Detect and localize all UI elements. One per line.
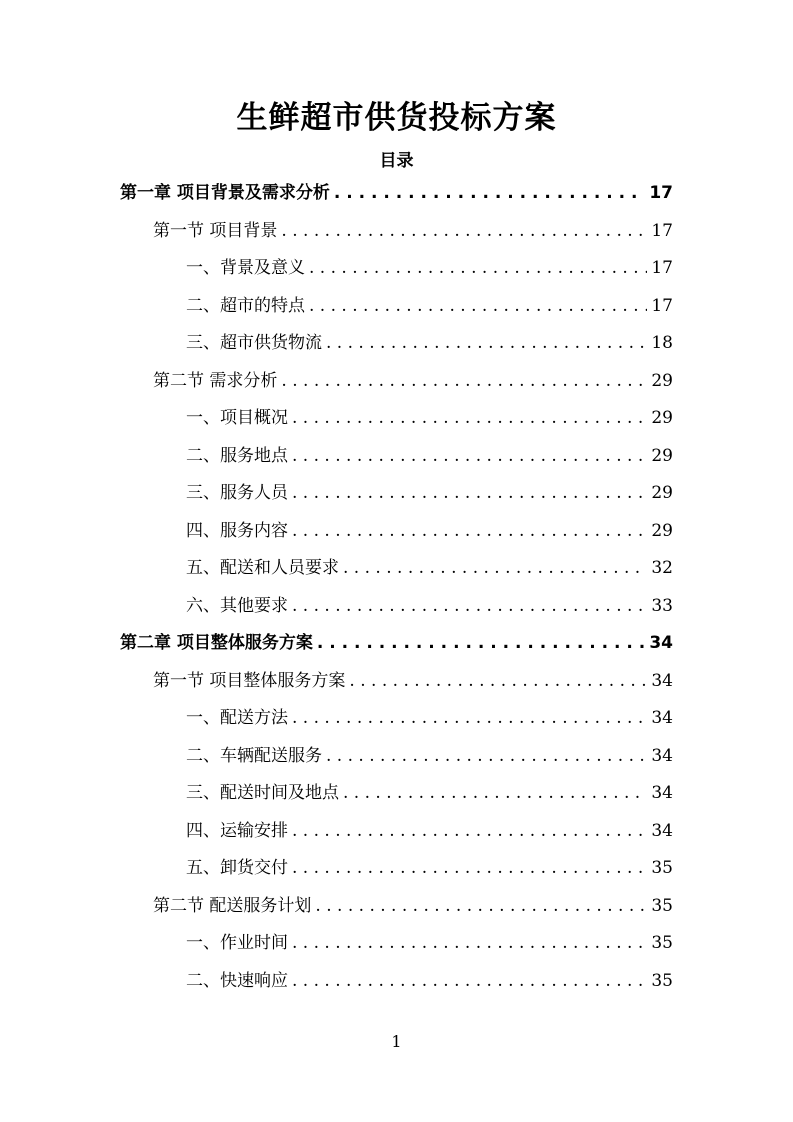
document-title: 生鲜超市供货投标方案: [236, 100, 557, 136]
toc-entry-label: 二、车辆配送服务: [186, 745, 322, 766]
toc-entry-page: 35: [651, 895, 673, 916]
toc-entry-label: 第一节 项目整体服务方案: [153, 670, 346, 691]
toc-entry-label: 二、超市的特点: [186, 295, 305, 316]
toc-dot-leader: [309, 250, 647, 287]
toc-dot-leader: [281, 363, 647, 400]
toc-entry-label: 一、作业时间: [186, 933, 288, 953]
toc-entry-page: 29: [651, 408, 673, 428]
toc-dot-leader: [326, 325, 647, 362]
toc-dot-leader: [292, 850, 647, 887]
toc-entry-label: 一、配送方法: [186, 708, 288, 728]
toc-entry-label: 三、超市供货物流: [186, 333, 322, 353]
toc-entry-subsection[interactable]: [186, 850, 673, 887]
toc-entry-label: 五、配送和人员要求: [186, 558, 339, 578]
toc-entry-page: 35: [651, 933, 673, 953]
toc-entry-subsection[interactable]: [186, 588, 673, 625]
toc-entry-label: 一、背景及意义: [186, 258, 305, 278]
toc-entry-page: 34: [649, 633, 673, 653]
toc-entry-page: 34: [651, 745, 673, 766]
page-number: 1: [391, 1032, 402, 1051]
toc-dot-leader: [281, 213, 647, 250]
toc-entry-chapter[interactable]: [120, 625, 673, 662]
toc-entry-page: 17: [649, 183, 673, 203]
toc-entry-label: 三、服务人员: [186, 483, 288, 503]
toc-entry-page: 33: [651, 595, 673, 616]
toc-entry-label: 五、卸货交付: [186, 858, 288, 878]
toc-entry-page: 29: [651, 520, 673, 541]
toc-entry-page: 35: [651, 970, 673, 991]
toc-dot-leader: [349, 663, 647, 700]
toc-dot-leader: [292, 513, 647, 550]
toc-entry-page: 17: [651, 258, 673, 278]
toc-dot-leader: [292, 813, 647, 850]
toc-entry-page: 34: [651, 670, 673, 691]
toc-entry-label: 二、服务地点: [186, 445, 288, 466]
toc-entry-subsection[interactable]: [186, 475, 673, 512]
toc-entry-subsection[interactable]: [186, 963, 673, 1000]
toc-entry-label: 第二节 配送服务计划: [153, 895, 312, 916]
toc-entry-page: 34: [651, 783, 673, 803]
toc-dot-leader: [292, 475, 647, 512]
toc-entry-page: 32: [651, 558, 673, 578]
toc-dot-leader: [315, 888, 647, 925]
toc-entry-section[interactable]: [153, 363, 673, 400]
toc-entry-label: 三、配送时间及地点: [186, 783, 339, 803]
toc-entry-label: 一、项目概况: [186, 408, 288, 428]
toc-entry-subsection[interactable]: [186, 513, 673, 550]
toc-entry-section[interactable]: [153, 213, 673, 250]
toc-entry-page: 17: [651, 220, 673, 241]
toc-entry-label: 二、快速响应: [186, 970, 288, 991]
toc-dot-leader: [317, 625, 645, 662]
toc-dot-leader: [309, 288, 647, 325]
toc-entry-label: 第二章 项目整体服务方案: [120, 633, 313, 653]
toc-dot-leader: [292, 438, 647, 475]
toc-entry-page: 29: [651, 445, 673, 466]
toc-dot-leader: [343, 775, 647, 812]
toc-dot-leader: [326, 738, 647, 775]
toc-entry-subsection[interactable]: [186, 400, 673, 437]
toc-entry-page: 35: [651, 858, 673, 878]
toc-entry-page: 29: [651, 483, 673, 503]
toc-entry-subsection[interactable]: [186, 438, 673, 475]
toc-entry-section[interactable]: [153, 888, 673, 925]
toc-entry-page: 17: [651, 295, 673, 316]
toc-entry-subsection[interactable]: [186, 550, 673, 587]
toc-dot-leader: [292, 400, 647, 437]
toc-entry-section[interactable]: [153, 663, 673, 700]
toc-entry-page: 18: [651, 333, 673, 353]
toc-entry-label: 第二节 需求分析: [153, 370, 278, 391]
toc-dot-leader: [292, 588, 647, 625]
toc-dot-leader: [334, 175, 645, 212]
toc-entry-subsection[interactable]: [186, 250, 673, 287]
toc-entry-label: 四、运输安排: [186, 820, 288, 841]
toc-entry-subsection[interactable]: [186, 288, 673, 325]
toc-heading: 目录: [379, 151, 414, 171]
toc-dot-leader: [292, 700, 647, 737]
toc-entry-page: 34: [651, 820, 673, 841]
toc-dot-leader: [292, 963, 647, 1000]
toc-entry-label: 六、其他要求: [186, 595, 288, 616]
toc-entry-subsection[interactable]: [186, 925, 673, 962]
toc-entry-chapter[interactable]: [120, 175, 673, 212]
toc-entry-label: 第一章 项目背景及需求分析: [120, 183, 330, 203]
toc-dot-leader: [292, 925, 647, 962]
toc-entry-subsection[interactable]: [186, 738, 673, 775]
toc-entry-page: 29: [651, 370, 673, 391]
toc-entry-subsection[interactable]: [186, 325, 673, 362]
toc-entry-subsection[interactable]: [186, 700, 673, 737]
toc-entry-page: 34: [651, 708, 673, 728]
toc-entry-label: 第一节 项目背景: [153, 220, 278, 241]
toc-dot-leader: [343, 550, 647, 587]
toc-entry-label: 四、服务内容: [186, 520, 288, 541]
toc-entry-subsection[interactable]: [186, 775, 673, 812]
toc-entry-subsection[interactable]: [186, 813, 673, 850]
